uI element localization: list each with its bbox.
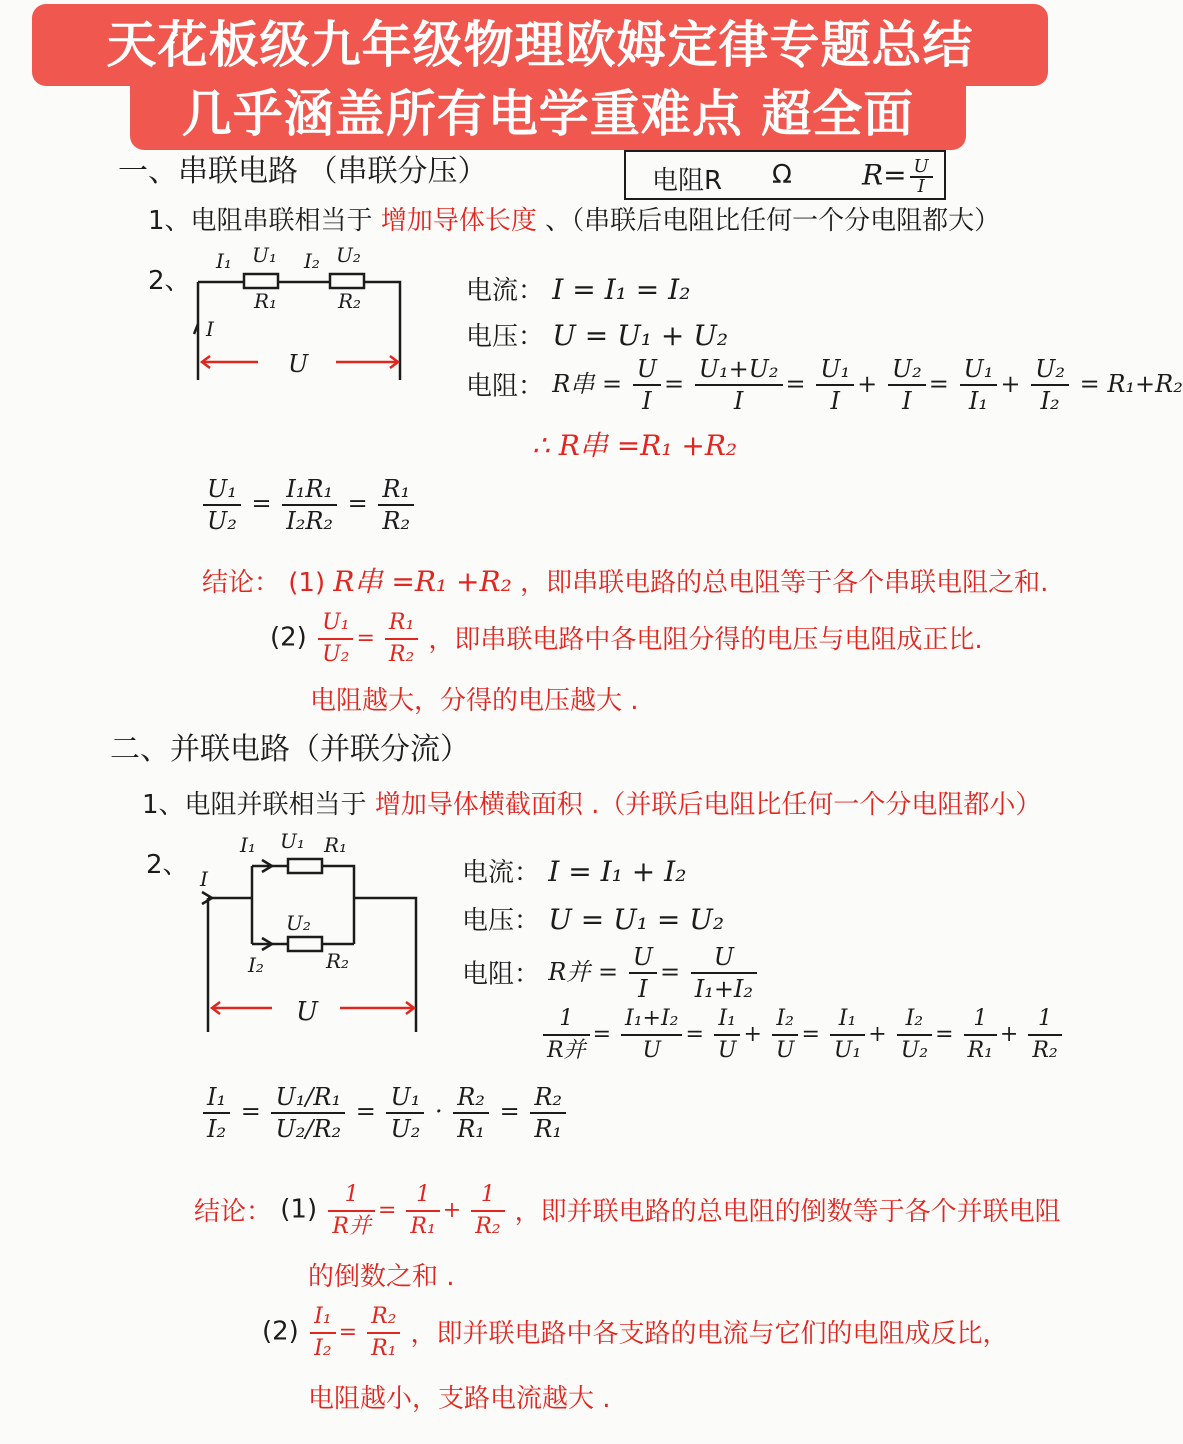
series-r-lhs: R串 = <box>552 369 623 398</box>
series-c2-text2: 电阻越大，分得的电压越大 . <box>310 686 639 716</box>
parallel-paragraph-1 <box>142 784 1041 821</box>
parallel-r-lhs: R并 = <box>548 957 619 986</box>
series-r-f6-n: U₂ <box>1031 354 1069 386</box>
parallel-voltage-line <box>462 900 724 937</box>
parallel-inverse-line: $\frac{1}{\text{R并}}$ = $\frac{\text{I₁+I₂}}{U}$ = $\frac{\text{I₁}}{U}$ + $\frac{\text{I₂}}{U}$ = $\frac{\text{I₁}}{\text{U₁}}$ + $\frac{\text{I₂}}{\text{U₂}}$ = $\frac{1}{\text{R₁}}$ + $\frac{1}{\text{R₂}}$ <box>540 1004 1065 1066</box>
parallel-label-i2: I₂ <box>248 953 264 977</box>
series-label-r1: R₁ <box>254 289 278 313</box>
series-resistance-line: 电阻： R串 = $\frac{U}{I}$ = $\frac{\text{U₁+U₂}}{I}$ = $\frac{\text{U₁}}{I}$ + $\frac{\text{U₂}}{I}$ = $\frac{\text{U₁}}{\text{I₁}}$ + $\frac{\text{U₂}}{\text{I₂}}$ = R₁+R₂ <box>466 355 1183 415</box>
parallel-ratio-f5-d: R₁ <box>534 1115 563 1143</box>
parallel-circuit-diagram <box>190 826 430 1036</box>
series-r-f1-n: U <box>633 354 661 386</box>
series-r-f2-d: I <box>733 387 744 415</box>
series-ratio-f1-d: U₂ <box>207 507 237 535</box>
parallel-ratio-f3-n: U₁ <box>386 1082 424 1114</box>
series-conclusion-label: 结论： <box>202 568 281 598</box>
parallel-ratio-f2-d: U₂/R₂ <box>275 1115 342 1143</box>
parallel-conclusion-2: (2) $\frac{\text{I₁}}{\text{I₂}}$ = $\frac{\text{R₂}}{\text{R₁}}$ ，即并联电路中各支路的电流与它们的电阻成反比， <box>262 1302 1008 1364</box>
series-p1-note: 、（串联后电阻比任何一个分电阻都大） <box>545 206 1001 236</box>
series-c1-eq: R串 =R₁ +R₂ <box>333 565 512 598</box>
parallel-r-f2-d: I₁+I₂ <box>694 975 754 1003</box>
series-c2-text: ，即串联电路中各电阻分得的电压与电阻成正比. <box>428 625 983 655</box>
parallel-c2-f1-n: I₁ <box>310 1302 336 1334</box>
unit-box-quantity: 电阻R <box>652 166 723 196</box>
parallel-voltage-label: 电压： <box>462 906 541 936</box>
parallel-inv-f1-n: I₁+I₂ <box>621 1004 682 1036</box>
series-c2-index: (2) <box>270 622 307 653</box>
parallel-inv-f3-n: I₂ <box>772 1004 799 1036</box>
series-item-2: 2、 <box>148 266 191 296</box>
series-r-f1-d: I <box>642 387 652 415</box>
parallel-inv-f1-d: U <box>642 1038 662 1063</box>
series-ratio-f3-d: R₂ <box>382 507 411 535</box>
series-c2-f2-n: R₁ <box>385 608 418 640</box>
parallel-c2-index: (2) <box>262 1316 299 1347</box>
parallel-r-f1-n: U <box>629 942 657 974</box>
parallel-inv-f4-d: U₁ <box>833 1038 862 1063</box>
parallel-c1-f1-n: 1 <box>328 1180 375 1212</box>
parallel-c1-text: ，即并联电路的总电阻的倒数等于各个并联电阻 <box>514 1197 1061 1227</box>
parallel-item-2: 2、 <box>146 850 189 880</box>
series-voltage-label: 电压： <box>466 322 545 352</box>
parallel-c1-f3-n: 1 <box>471 1180 504 1212</box>
parallel-inv-f6-n: 1 <box>964 1004 997 1036</box>
parallel-label-u2: U₂ <box>286 911 311 935</box>
series-label-u1: U₁ <box>252 243 277 267</box>
parallel-inv-f2-d: U <box>717 1038 737 1063</box>
series-p1-red: 增加导体长度 <box>380 206 537 236</box>
parallel-label-r1: R₁ <box>324 833 348 857</box>
parallel-conclusion-1: 结论： (1) $\frac{1}{\text{R并}}$ = $\frac{1}{\text{R₁}}$ + $\frac{1}{\text{R₂}}$ ，即并联电路的总电阻的倒数等于各个并联电阻 <box>194 1180 1061 1242</box>
parallel-heading: 二、并联电路（并联分流） <box>110 732 470 767</box>
parallel-c1-f2-d: R₁ <box>410 1214 436 1239</box>
series-heading: 一、串联电路 （串联分压） <box>118 154 488 189</box>
formula-num: U <box>910 158 933 178</box>
parallel-current-line <box>462 852 686 889</box>
parallel-p1-note: .（并联后电阻比任何一个分电阻都小） <box>591 790 1042 820</box>
series-r-f4-d: I <box>902 387 912 415</box>
parallel-inv-f0-d: R并 <box>547 1038 586 1063</box>
unit-box-unit: Ω <box>772 160 792 190</box>
unit-box-formula <box>862 158 936 196</box>
series-c2-f1-d: U₂ <box>322 642 350 667</box>
parallel-inv-f3-d: U <box>775 1038 795 1063</box>
parallel-p1-prefix: 1、电阻并联相当于 <box>142 790 367 820</box>
parallel-ratio: $\frac{\text{I₁}}{\text{I₂}}$ = $\frac{\text{U₁/R₁}}{\text{U₂/R₂}}$ = $\frac{\text{U₁}}{\text{U₂}}$ · $\frac{\text{R₂}}{\text{R₁}}$ = $\frac{\text{R₂}}{\text{R₁}}$ <box>200 1082 569 1144</box>
formula-lhs: R= <box>862 158 907 192</box>
parallel-label-u: U <box>296 997 318 1027</box>
parallel-c2-f2-d: R₁ <box>371 1336 397 1361</box>
series-r-f5-n: U₁ <box>960 354 998 386</box>
title-banner-line1: 天花板级九年级物理欧姆定律专题总结 <box>32 4 1048 86</box>
unit-box <box>624 150 946 200</box>
series-c2-f2-d: R₂ <box>388 642 415 667</box>
series-ratio-f3-n: R₁ <box>378 474 414 506</box>
series-label-i1: I₁ <box>216 249 232 273</box>
parallel-label-i: I <box>200 867 208 891</box>
parallel-ratio-f3-d: U₂ <box>390 1115 421 1143</box>
series-label-i2: I₂ <box>304 249 320 273</box>
parallel-r-f1-d: I <box>638 975 648 1003</box>
parallel-inv-f2-n: I₁ <box>714 1004 741 1036</box>
parallel-inv-f5-d: U₂ <box>900 1038 929 1063</box>
series-r-f6-d: I₂ <box>1040 387 1060 415</box>
parallel-ratio-f1-d: I₂ <box>207 1115 227 1143</box>
parallel-current-label: 电流： <box>462 858 541 888</box>
series-paragraph-1 <box>148 200 1000 237</box>
parallel-ratio-f1-n: I₁ <box>203 1082 230 1114</box>
series-circuit-diagram <box>180 238 420 388</box>
parallel-ratio-f5-n: R₂ <box>530 1082 566 1114</box>
title-banner-line2: 几乎涵盖所有电学重难点 超全面 <box>130 82 966 150</box>
series-r-f3-d: I <box>830 387 840 415</box>
series-c1-text: ，即串联电路的总电阻等于各个串联电阻之和. <box>520 568 1049 598</box>
series-r-f2-n: U₁+U₂ <box>695 354 783 386</box>
series-current-label: 电流： <box>466 276 545 306</box>
formula-den: I <box>917 176 925 197</box>
parallel-current-eq: I = I₁ + I₂ <box>548 855 687 888</box>
series-r-result: ∴ R串 =R₁ +R₂ <box>532 429 738 462</box>
parallel-inv-f7-n: 1 <box>1028 1004 1061 1036</box>
series-ratio-f1-n: U₁ <box>203 474 241 506</box>
series-label-u: U <box>288 350 309 378</box>
parallel-c1-f1-d: R并 <box>332 1214 371 1239</box>
series-label-r2: R₂ <box>338 289 362 313</box>
parallel-inv-f0-n: 1 <box>543 1004 590 1036</box>
parallel-c1-text2: 的倒数之和 . <box>308 1262 455 1292</box>
series-c1-index: (1) <box>288 568 326 598</box>
parallel-label-i1: I₁ <box>240 833 256 857</box>
series-c2-f1-n: U₁ <box>318 608 353 640</box>
parallel-inv-f6-d: R₁ <box>967 1038 993 1063</box>
series-r-f3-n: U₁ <box>816 354 854 386</box>
parallel-voltage-eq: U = U₁ = U₂ <box>548 903 725 936</box>
parallel-c1-f3-d: R₂ <box>475 1214 501 1239</box>
series-label-i: I <box>206 317 214 341</box>
series-conclusion-2: (2) $\frac{\text{U₁}}{\text{U₂}}$ = $\frac{\text{R₁}}{\text{R₂}}$ ，即串联电路中各电阻分得的电压与电阻成正比. <box>270 608 983 670</box>
parallel-c2-f2-n: R₂ <box>367 1302 400 1334</box>
series-r-f4-n: U₂ <box>888 354 926 386</box>
series-current-eq: I = I₁ = I₂ <box>552 273 691 306</box>
parallel-label-u1: U₁ <box>280 829 305 853</box>
parallel-ratio-f4-n: R₂ <box>453 1082 489 1114</box>
parallel-c2-text2: 电阻越小，支路电流越大 . <box>308 1384 611 1414</box>
series-ratio: $\frac{\text{U₁}}{\text{U₂}}$ = $\frac{\text{I₁R₁}}{\text{I₂R₂}}$ = $\frac{\text{R₁}}{\text{R₂}}$ <box>200 474 417 536</box>
series-ratio-f2-d: I₂R₂ <box>286 507 334 535</box>
parallel-r-f2-n: U <box>691 942 757 974</box>
series-current-line <box>466 270 690 307</box>
series-resistance-label: 电阻： <box>466 371 545 402</box>
parallel-ratio-f4-d: R₁ <box>457 1115 485 1143</box>
parallel-resistance-label: 电阻： <box>462 959 541 990</box>
series-p1-prefix: 1、电阻串联相当于 <box>148 206 373 236</box>
series-conclusion-1 <box>202 560 1048 600</box>
series-voltage-eq: U = U₁ + U₂ <box>552 319 729 352</box>
parallel-resistance-line: 电阻： R并 = $\frac{U}{I}$ = $\frac{U}{\text{I₁+I₂}}$ <box>462 942 760 1004</box>
parallel-c2-f1-d: I₂ <box>314 1336 332 1361</box>
parallel-c2-text: ，即并联电路中各支路的电流与它们的电阻成反比， <box>410 1319 1009 1349</box>
parallel-c1-index: (1) <box>280 1194 318 1225</box>
series-r-tail: = R₁+R₂ <box>1079 369 1183 398</box>
parallel-ratio-f2-n: U₁/R₁ <box>271 1082 345 1114</box>
series-r-f5-d: I₁ <box>968 387 988 415</box>
parallel-c1-f2-n: 1 <box>406 1180 439 1212</box>
parallel-label-r2: R₂ <box>326 949 350 973</box>
parallel-conclusion-label: 结论： <box>194 1197 273 1227</box>
parallel-inv-f7-d: R₂ <box>1032 1038 1058 1063</box>
parallel-p1-red: 增加导体横截面积 <box>374 790 583 820</box>
series-label-u2: U₂ <box>336 243 361 267</box>
parallel-inv-f5-n: I₂ <box>897 1004 932 1036</box>
parallel-inv-f4-n: I₁ <box>830 1004 865 1036</box>
series-ratio-f2-n: I₁R₁ <box>282 474 337 506</box>
series-voltage-line <box>466 316 728 353</box>
